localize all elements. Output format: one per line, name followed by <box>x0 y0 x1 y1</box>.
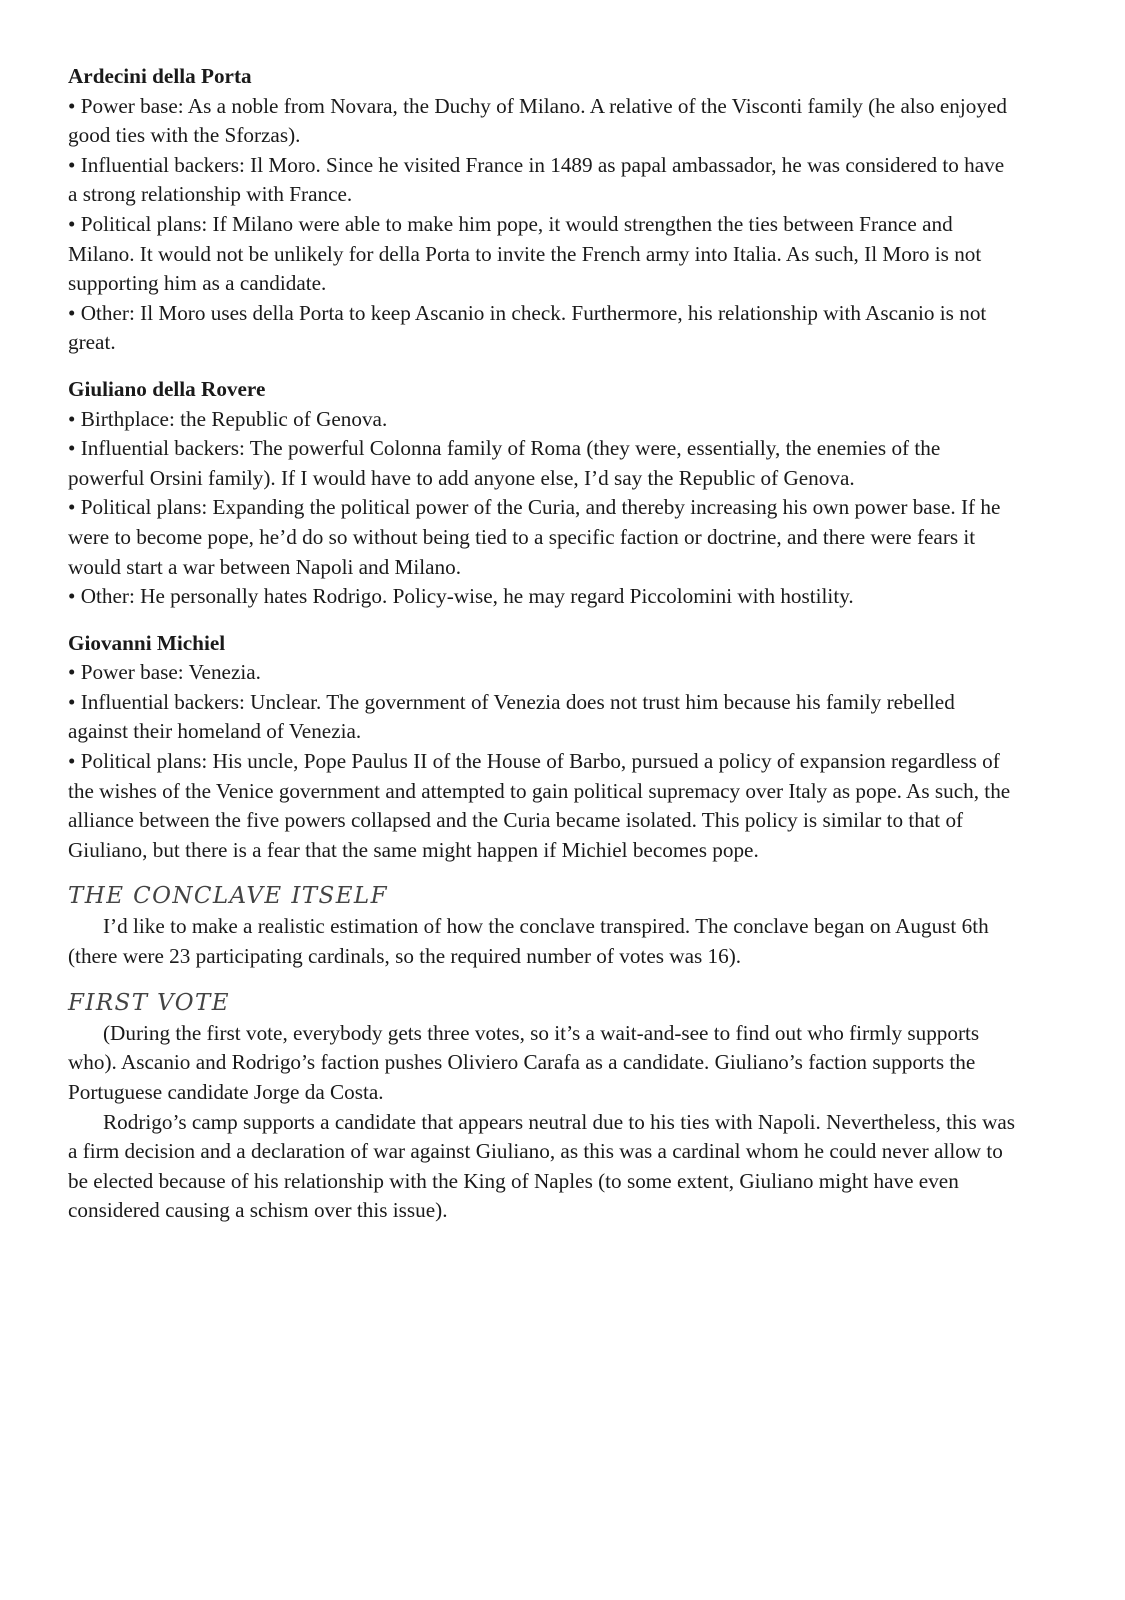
section-paragraph: (During the first vote, everybody gets three votes, so it’s a wait-and-see to find out who firmly supports who). Ascanio and Rodrigo’s faction pushes Oliviero Carafa as a candidate. Giuliano’s faction supports the Portuguese candidate Jorge da Costa. <box>68 1020 980 1104</box>
candidate-other: • Other: Il Moro uses della Porta to keep Ascanio in check. Furthermore, his relationship with Ascanio is not great. <box>68 300 987 355</box>
candidate-political-plans: • Political plans: His uncle, Pope Paulus II of the House of Barbo, pursued a policy of expansion regardless of the wishes of the Venice government and attempted to gain political supremacy over Italy as pope. As such, the alliance between the five powers collapsed and the Curia became isolated. This policy is similar to that of Giuliano, but there is a fear that the same might happen if Michiel becomes pope. <box>68 749 1011 862</box>
section-first-vote <box>68 989 1018 1226</box>
candidate-political-plans: • Political plans: If Milano were able to make him pope, it would strengthen the ties between France and Milano. It would not be unlikely for della Porta to invite the French army into Italia. As such, Il Moro is not supporting him as a candidate. <box>68 211 982 296</box>
candidate-backers: • Influential backers: The powerful Colonna family of Roma (they were, essentially, the enemies of the powerful Orsini family). If I would have to add anyone else, I’d say the Republic of Genova. <box>68 436 941 490</box>
section-paragraph: Rodrigo’s camp supports a candidate that appears neutral due to his ties with Napoli. Nevertheless, this was a firm decision and a declaration of war against Giuliano, as this was a cardinal whom he could never allow to be elected because of his relationship with the King of Naples (to some extent, Giuliano might have even considered causing a schism over this issue). <box>68 1109 1016 1223</box>
section-heading: THE CONCLAVE ITSELF <box>68 883 388 910</box>
candidate-power-base: • Power base: Venezia. <box>68 660 261 685</box>
candidate-entry-della-porta <box>68 62 1018 358</box>
document-page <box>68 62 1018 1226</box>
candidate-name: Giuliano della Rovere <box>68 376 266 401</box>
candidate-other: • Other: He personally hates Rodrigo. Policy-wise, he may regard Piccolomini with hostility. <box>68 584 854 609</box>
candidate-entry-della-rovere <box>68 375 1018 612</box>
candidate-power-base: • Power base: As a noble from Novara, the Duchy of Milano. A relative of the Visconti family (he also enjoyed good ties with the Sforzas). <box>68 93 1007 148</box>
candidate-birthplace: • Birthplace: the Republic of Genova. <box>68 406 388 431</box>
candidate-backers: • Influential backers: Il Moro. Since he visited France in 1489 as papal ambassador, he was considered to have a strong relationship with France. <box>68 152 1005 207</box>
candidate-name: Giovanni Michiel <box>68 630 226 655</box>
section-paragraph: I’d like to make a realistic estimation of how the conclave transpired. The conclave began on August 6th (there were 23 participating cardinals, so the required number of votes was 16). <box>68 914 989 968</box>
candidate-backers: • Influential backers: Unclear. The government of Venezia does not trust him because his family rebelled against their homeland of Venezia. <box>68 689 955 744</box>
section-conclave-itself <box>68 882 1018 971</box>
section-heading: FIRST VOTE <box>68 990 230 1017</box>
candidate-entry-michiel <box>68 629 1018 866</box>
candidate-political-plans: • Political plans: Expanding the political power of the Curia, and thereby increasing his own power base. If he were to become pope, he’d do so without being tied to a specific faction or doctrine, and there were fears it would start a war between Napoli and Milano. <box>68 495 1001 579</box>
candidate-name: Ardecini della Porta <box>68 64 252 88</box>
